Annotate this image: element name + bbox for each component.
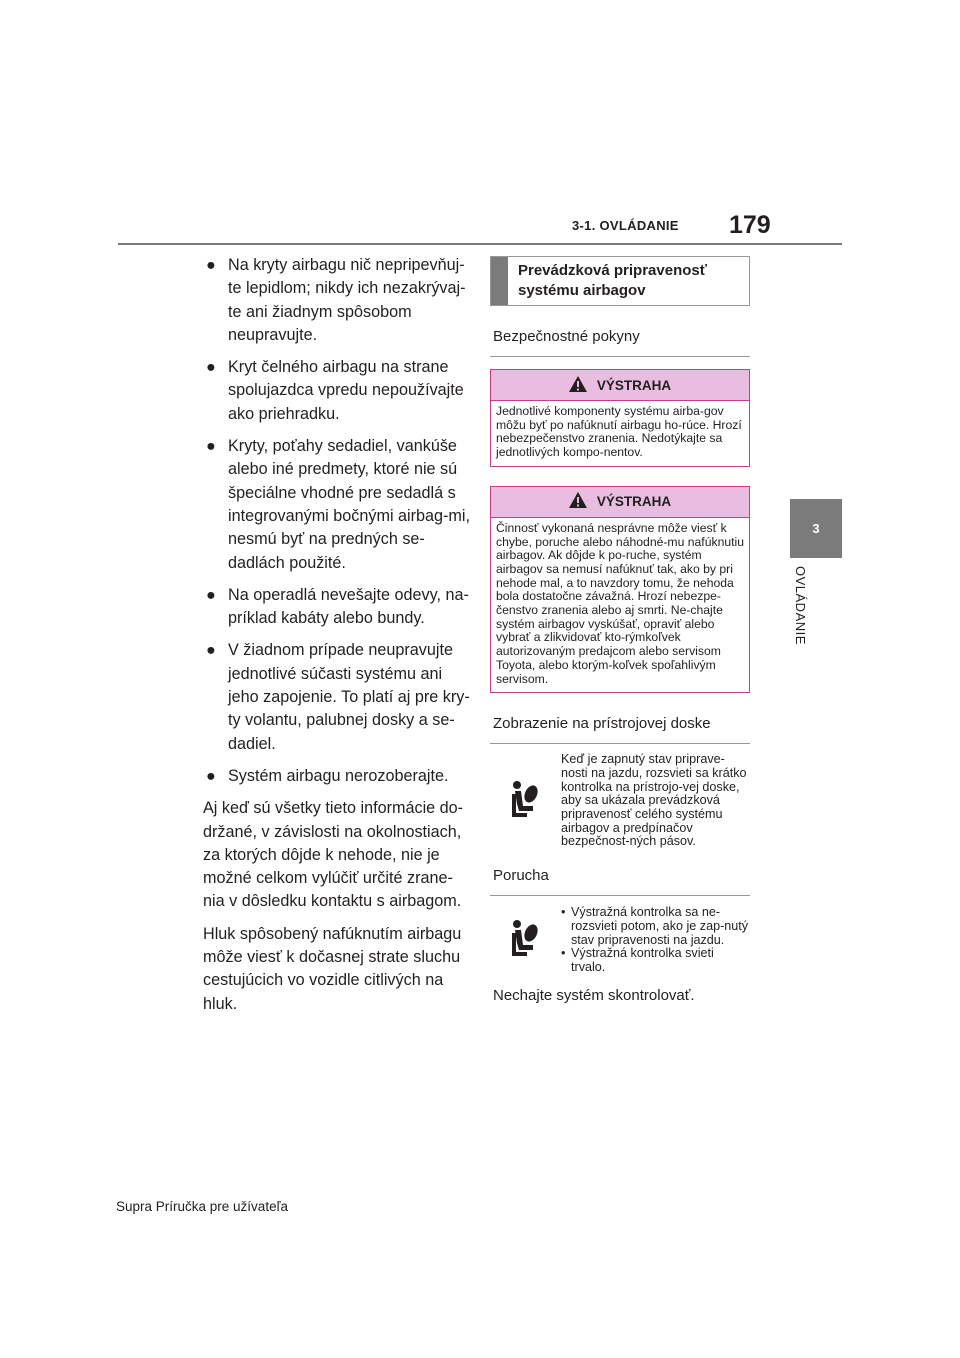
fault-list [558, 906, 750, 975]
bullet-icon: ● [206, 358, 216, 377]
footer-text: Supra Príručka pre užívateľa [116, 1199, 289, 1214]
bullet-item [203, 639, 471, 755]
body-paragraph: Hluk spôsobený nafúknutím airbagu môže viesť k dočasnej strate sluchu cestujúcich vo vozidle citlivých na hluk. [203, 924, 462, 1013]
chapter-label: OVLÁDANIE [793, 566, 808, 645]
warning-text: Činnosť vykonaná nesprávne môže viesť k chybe, poruche alebo náhodné-mu nafúknutiu airbagov. Ak dôjde k po-ruche, systém airbagov sa nemusí nafúknuť tak, ako by pri nehode mal, a to navzdory tomu, že nehoda bola dostatočne závažná. Hrozí nebezpe-čenstvo zranenia alebo aj smrti. Ne-chajte systém airbagov vyskúšať, opraviť alebo vybrať a zlikvidovať kto-rýmkoľvek autorizovaným predajcom alebo servisom Toyota, alebo ktorým-koľvek spoľahlivým servisom. [496, 520, 744, 686]
right-column [490, 256, 750, 1004]
warning-triangle-icon [569, 492, 587, 511]
section-title: 3-1. OVLÁDANIE [572, 218, 679, 233]
closing-text: Nechajte systém skontrolovať. [493, 986, 695, 1004]
display-text: Keď je zapnutý stav priprave-nosti na jazdu, rozsvieti sa krátko kontrolka na prístrojo-vej doske, aby sa ukázala prevádzková pripravenosť celého systému airbagov a predpínačov bezpečnost-ných pásov. [561, 752, 747, 849]
bullet-text: Na kryty airbagu nič nepripevňuj-te lepidlom; nikdy ich nezakrývaj-te ani žiadnym spôsobom neupravujte. [228, 256, 466, 344]
warning-title: VÝSTRAHA [596, 494, 672, 510]
warning-text: Jednotlivé komponenty systému airba-gov môžu byť po nafúknutí airbagu ho-rúce. Hrozí nebezpečenstvo zranenia. Nedotýkajte sa jednotlivých kompo-nentov. [496, 404, 742, 460]
bullet-text: Systém airbagu nerozoberajte. [228, 766, 449, 785]
display-row [490, 753, 750, 849]
warning-header [491, 487, 749, 518]
bullet-icon: ● [206, 641, 216, 660]
warning-triangle-icon [569, 376, 587, 395]
warning-title: VÝSTRAHA [596, 377, 672, 393]
bullet-icon: ● [206, 437, 216, 456]
page-number: 179 [729, 211, 771, 239]
safety-heading: Bezpečnostné pokyny [490, 318, 750, 357]
bullet-item [203, 435, 471, 575]
bullet-text: Kryty, poťahy sedadiel, vankúše alebo iné predmety, ktoré nie sú špeciálne vhodné pre sedadlá s integrovanými bočnými airbag-mi, nesmú byť na predných se-dadlách použité. [228, 437, 471, 572]
airbag-indicator-icon [490, 753, 558, 849]
bullet-text: V žiadnom prípade neupravujte jednotlivé súčasti systému ani jeho zapojenie. To platí aj pre kry-ty volantu, palubnej dosky a se-dadiel. [228, 641, 470, 753]
body-paragraph: Aj keď sú všetky tieto informácie do-držané, v závislosti na okolnostiach, za ktorých dôjde k nehode, nie je možné celkom vylúčiť určité zrane-nia v dôsledku kontaktu s airbagom. [203, 799, 464, 911]
airbag-indicator-icon [490, 906, 558, 975]
section-box-title: Prevádzková pripravenosť systému airbagov [518, 262, 707, 299]
left-column [203, 254, 471, 1025]
bullet-item [203, 356, 471, 426]
bullet-icon: ● [206, 766, 216, 785]
chapter-tab [790, 499, 842, 558]
bullet-text: Na operadlá nevešajte odevy, na-príklad kabáty alebo bundy. [228, 585, 469, 628]
bullet-item [203, 765, 471, 788]
fault-item: • Výstražná kontrolka sa ne-rozsvieti potom, ako je zap-nutý stav pripravenosti na jazdu. [561, 906, 750, 947]
warning-box [490, 369, 750, 467]
chapter-number: 3 [812, 521, 820, 536]
warning-header [491, 370, 749, 401]
bullet-item [203, 254, 471, 347]
bullet-text: Kryt čelného airbagu na strane spolujazdca vpredu nepoužívajte ako priehradku. [228, 358, 464, 423]
title-accent-bar [491, 257, 508, 305]
section-title-box [490, 256, 750, 306]
bullet-icon: ● [206, 256, 216, 274]
header-rule [118, 243, 842, 245]
display-heading: Zobrazenie na prístrojovej doske [490, 705, 750, 744]
fault-item: • Výstražná kontrolka svieti trvalo. [561, 947, 750, 974]
bullet-item [203, 584, 471, 631]
warning-box [490, 486, 750, 693]
bullet-icon: ● [206, 585, 216, 604]
fault-row [490, 906, 750, 975]
fault-heading: Porucha [490, 857, 750, 896]
